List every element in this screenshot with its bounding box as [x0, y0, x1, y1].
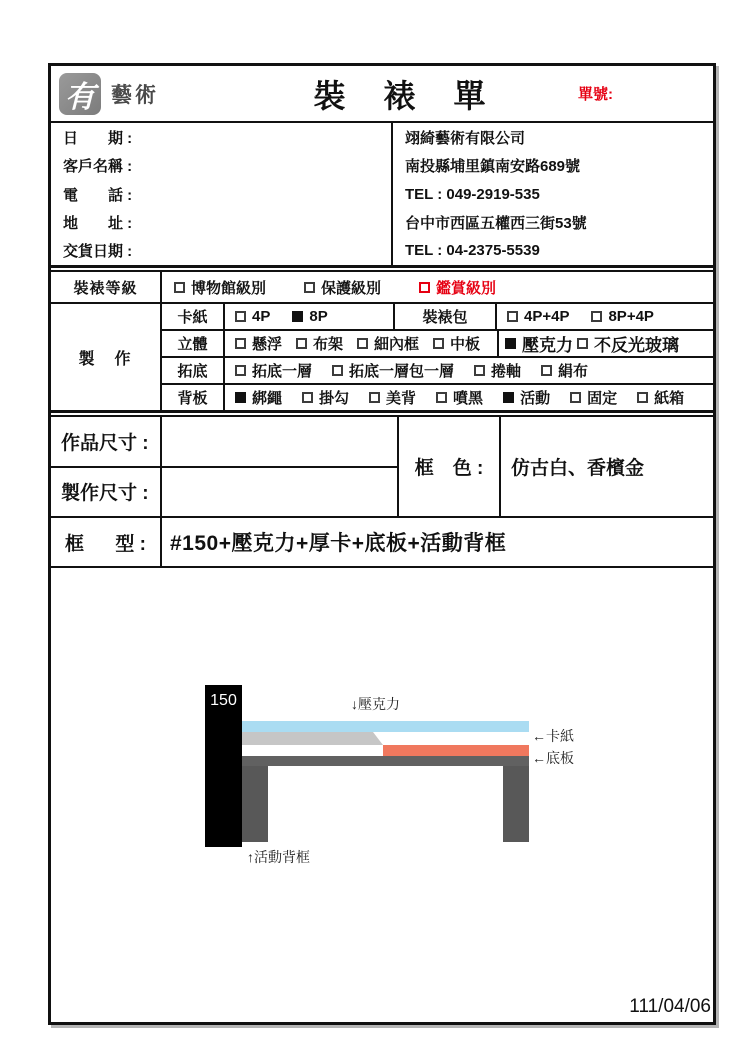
- option-tie-rope[interactable]: [235, 387, 282, 408]
- production-size-value[interactable]: [162, 468, 397, 517]
- back-frame-right-leg: [503, 766, 529, 842]
- mounting-pack-label: 裝裱包: [395, 304, 497, 329]
- production-label: 製 作: [51, 304, 162, 410]
- option-acrylic[interactable]: [505, 331, 573, 356]
- frame-type-label-part2: 型 :: [115, 533, 146, 555]
- mounting-order-form: [48, 63, 716, 1025]
- date-field-label: 日 期 :: [63, 129, 133, 147]
- glazing-options: [499, 331, 713, 356]
- company-tel-2: TEL : 04-2375-5539: [405, 242, 540, 260]
- checkbox-icon[interactable]: [235, 392, 246, 403]
- customer-info-column: [51, 123, 393, 265]
- checkbox-icon[interactable]: [369, 392, 380, 403]
- checkbox-label: 4P+4P: [524, 308, 570, 325]
- company-name: 翊綺藝術有限公司: [405, 129, 526, 147]
- movable-back-frame-annotation: ↑活動背框: [247, 849, 310, 865]
- backboard-options: [225, 385, 713, 410]
- grade-option-museum[interactable]: [174, 277, 266, 298]
- option-spray-black[interactable]: [436, 387, 483, 408]
- option-8p-plus-4p[interactable]: [591, 308, 653, 325]
- frame-type-value: #150+壓克力+厚卡+底板+活動背框: [170, 532, 507, 555]
- form-header: [51, 66, 713, 123]
- option-silk[interactable]: [541, 360, 588, 381]
- checkbox-icon[interactable]: [357, 338, 368, 349]
- delivery-date-field-label: 交貨日期 :: [63, 243, 133, 261]
- company-address-1: 南投縣埔里鎮南安路689號: [405, 158, 581, 176]
- customer-name-field-label: 客戶名稱 :: [63, 158, 133, 176]
- production-size-label: 製作尺寸 :: [51, 468, 162, 517]
- checkbox-icon[interactable]: [332, 365, 343, 376]
- moulding-bar-150: 150: [205, 685, 242, 847]
- option-finished-back[interactable]: [369, 387, 416, 408]
- solid-options: [225, 331, 499, 356]
- double-rule-divider: [51, 265, 713, 272]
- checkbox-label: 中板: [450, 336, 481, 353]
- option-8p[interactable]: [292, 308, 327, 325]
- checkbox-label: 保護級別: [321, 279, 382, 297]
- checkbox-icon[interactable]: [474, 365, 485, 376]
- checkbox-label: 細內框: [374, 336, 420, 353]
- frame-type-row: [51, 516, 713, 568]
- checkbox-label: 綁繩: [252, 390, 283, 407]
- frame-type-label: [51, 518, 162, 566]
- logo-brand-text: 藝術: [111, 82, 159, 107]
- checkbox-label: 紙箱: [654, 390, 685, 407]
- row-backboard: [162, 385, 713, 410]
- info-section: [51, 123, 713, 265]
- double-rule-divider: [51, 410, 713, 417]
- checkbox-label: 布架: [313, 336, 344, 353]
- checkbox-label: 博物館級別: [191, 279, 267, 297]
- checkbox-label: 懸浮: [252, 336, 283, 353]
- option-thin-inner-frame[interactable]: [357, 333, 419, 354]
- sizes-column: [51, 417, 399, 516]
- card-paper-options: [225, 304, 395, 329]
- checkbox-icon[interactable]: [235, 338, 246, 349]
- row-card-paper: [162, 304, 713, 331]
- base-annotation: ←底板: [532, 750, 574, 766]
- order-number-label: 單號:: [578, 86, 613, 103]
- checkbox-label: 壓克力: [522, 336, 573, 355]
- solid-label: 立體: [162, 331, 225, 356]
- checkbox-label: 捲軸: [491, 363, 522, 380]
- form-title: 裝裱單: [313, 77, 524, 114]
- artwork-size-row: [51, 417, 397, 468]
- checkbox-icon[interactable]: [433, 338, 444, 349]
- checkbox-label: 拓底一層: [252, 363, 313, 380]
- option-middle-board[interactable]: [433, 333, 480, 354]
- checkbox-icon[interactable]: [235, 311, 246, 322]
- checkbox-label: 8P+4P: [608, 308, 654, 325]
- checkbox-icon[interactable]: [570, 392, 581, 403]
- company-info-column: [393, 123, 713, 265]
- checkbox-icon[interactable]: [541, 365, 552, 376]
- checkbox-label: 噴黑: [453, 390, 484, 407]
- acrylic-annotation: ↓壓克力: [351, 696, 400, 712]
- mounting-pack-options: [497, 304, 713, 329]
- option-non-glare-glass[interactable]: [577, 331, 679, 356]
- checkbox-label: 鑑賞級別: [436, 279, 497, 297]
- checkbox-label: 4P: [252, 308, 271, 325]
- option-hook[interactable]: [302, 387, 349, 408]
- base-board-layer: [242, 756, 529, 766]
- grade-option-appreciation[interactable]: [419, 277, 496, 298]
- option-backing-one-layer-wrapped[interactable]: [332, 360, 454, 381]
- production-size-row: [51, 468, 397, 517]
- option-cloth-frame[interactable]: [296, 333, 343, 354]
- frame-color-label: 框 色 :: [399, 417, 501, 516]
- checkbox-icon[interactable]: [235, 365, 246, 376]
- checkbox-icon[interactable]: [507, 311, 518, 322]
- option-4p[interactable]: [235, 308, 270, 325]
- logo-seal-icon: 有: [59, 73, 101, 115]
- checkbox-icon[interactable]: [174, 282, 185, 293]
- company-logo: [51, 73, 221, 115]
- checkbox-icon[interactable]: [637, 392, 648, 403]
- checkbox-icon[interactable]: [419, 282, 430, 293]
- row-backing: [162, 358, 713, 385]
- checkbox-label: 絹布: [558, 363, 589, 380]
- frame-type-label-part1: 框: [65, 533, 85, 555]
- grade-options: [162, 272, 713, 302]
- acrylic-layer: [242, 721, 529, 732]
- checkbox-icon[interactable]: [591, 311, 602, 322]
- grade-row: [51, 272, 713, 304]
- mat-annotation: ←卡紙: [532, 728, 574, 744]
- artwork-layer: [383, 745, 529, 756]
- checkbox-label: 不反光玻璃: [594, 336, 679, 355]
- card-paper-label: 卡紙: [162, 304, 225, 329]
- option-carton[interactable]: [637, 387, 684, 408]
- checkbox-icon[interactable]: [292, 311, 303, 322]
- checkbox-label: 美背: [386, 390, 417, 407]
- backing-options: [225, 358, 713, 383]
- option-4p-plus-4p[interactable]: [507, 308, 569, 325]
- option-fixed[interactable]: [570, 387, 617, 408]
- checkbox-icon[interactable]: [436, 392, 447, 403]
- production-section: [51, 304, 713, 410]
- option-scroll[interactable]: [474, 360, 521, 381]
- company-tel-1: TEL : 049-2919-535: [405, 185, 540, 203]
- backing-label: 拓底: [162, 358, 225, 383]
- form-date: 111/04/06: [629, 996, 711, 1017]
- checkbox-label: 活動: [520, 390, 551, 407]
- frame-color-value: 仿古白、香檳金: [511, 458, 645, 479]
- company-address-2: 台中市西區五權西三街53號: [405, 214, 587, 232]
- production-rows: [162, 304, 713, 410]
- checkbox-label: 拓底一層包一層: [349, 363, 455, 380]
- option-movable[interactable]: [503, 387, 550, 408]
- frame-color-cell: [399, 417, 713, 516]
- back-frame-left-leg: [242, 766, 268, 842]
- checkbox-icon[interactable]: [505, 338, 516, 349]
- artwork-size-label: 作品尺寸 :: [51, 417, 162, 466]
- mat-board-layer: [242, 732, 383, 745]
- checkbox-icon[interactable]: [503, 392, 514, 403]
- checkbox-label: 固定: [587, 390, 618, 407]
- artwork-size-value[interactable]: [162, 417, 397, 466]
- checkbox-icon[interactable]: [296, 338, 307, 349]
- checkbox-icon[interactable]: [577, 338, 588, 349]
- address-field-label: 地 址 :: [63, 214, 133, 232]
- grade-label: 裝裱等級: [51, 272, 162, 302]
- grade-option-protection[interactable]: [304, 277, 381, 298]
- checkbox-label: 8P: [309, 308, 328, 325]
- checkbox-icon[interactable]: [302, 392, 313, 403]
- checkbox-icon[interactable]: [304, 282, 315, 293]
- sizes-section: [51, 417, 713, 516]
- option-backing-one-layer[interactable]: [235, 360, 312, 381]
- frame-cross-section-diagram: [51, 568, 713, 1022]
- backboard-label: 背板: [162, 385, 225, 410]
- row-solid: [162, 331, 713, 358]
- phone-field-label: 電 話 :: [63, 186, 133, 204]
- option-floating[interactable]: [235, 333, 282, 354]
- checkbox-label: 掛勾: [319, 390, 350, 407]
